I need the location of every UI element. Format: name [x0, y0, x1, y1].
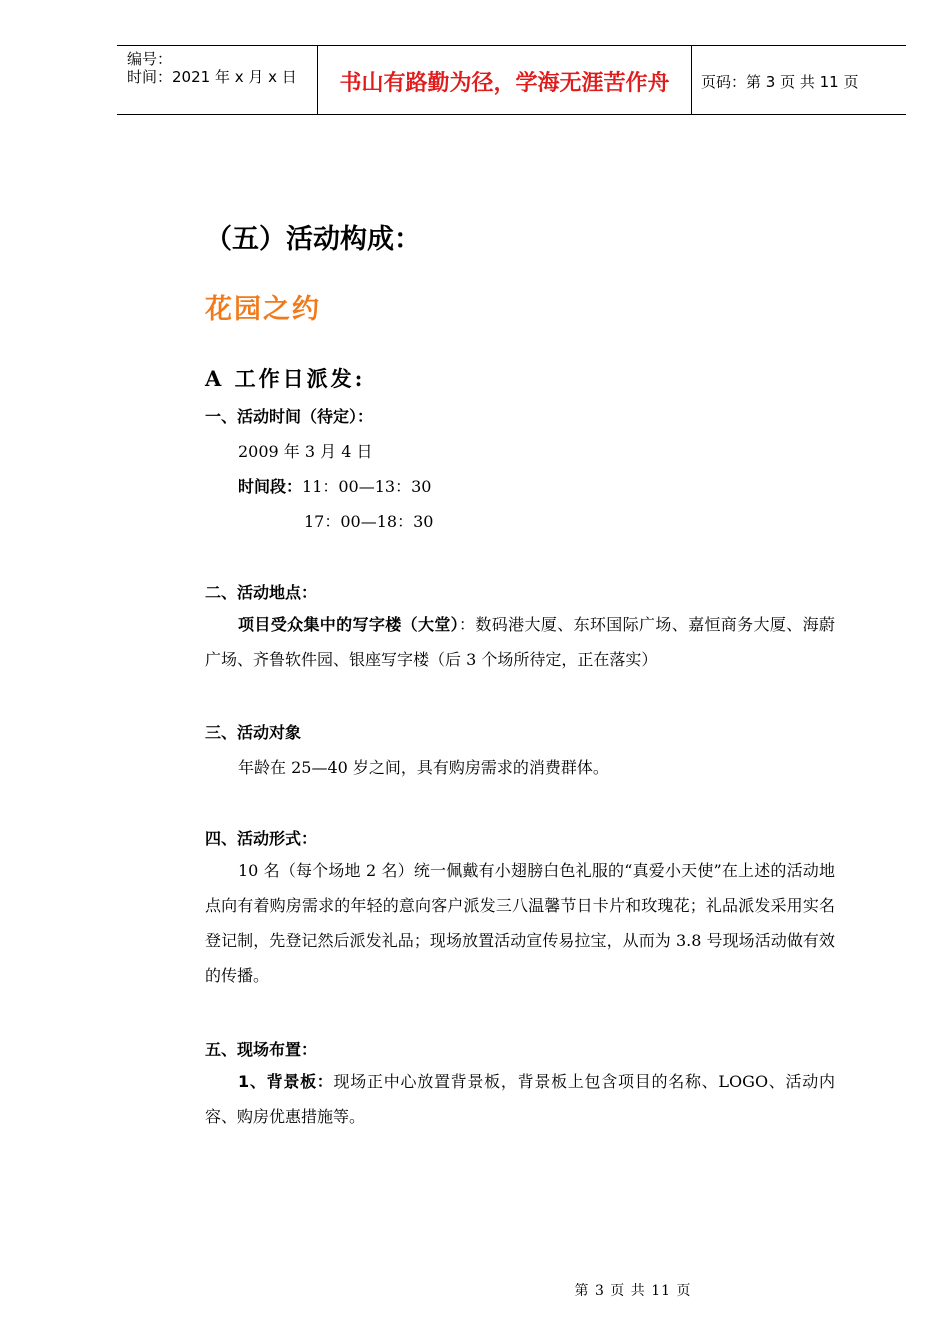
s5-lead: 1、背景板：	[238, 1072, 334, 1091]
s2-paragraph	[205, 607, 835, 677]
header-motto: 书山有路勤为径，学海无涯苦作舟	[339, 71, 670, 96]
s1-period-row	[238, 474, 431, 497]
section-title: （五）活动构成：	[205, 224, 421, 255]
header-right-cell	[691, 46, 906, 114]
header-time: 时间：2021 年 x 月 x 日	[127, 68, 297, 86]
garden-title: 花园之约	[205, 294, 321, 325]
s5-heading: 五、现场布置：	[205, 1040, 318, 1059]
s3-heading: 三、活动对象	[205, 723, 302, 742]
s2-text: ：数码港大厦、东环国际广场、嘉恒商务大厦、海蔚广场、齐鲁软件园、银座写字楼（后 3 个场所待定，正在落实）	[205, 615, 835, 669]
header-center-cell	[317, 46, 692, 114]
subsection-a-title: A 工作日派发:	[205, 366, 366, 391]
s1-period-label: 时间段：	[238, 477, 303, 496]
header-left-cell	[117, 46, 317, 114]
s5-paragraph	[205, 1064, 835, 1134]
s3-text: 年龄在 25—40 岁之间，具有购房需求的消费群体。	[238, 758, 609, 777]
s1-period-2: 17：00—18：30	[304, 512, 434, 531]
s2-heading: 二、活动地点：	[205, 583, 318, 602]
page-footer: 第 3 页 共 11 页	[574, 1283, 692, 1299]
s4-paragraph: 10 名（每个场地 2 名）统一佩戴有小翅膀白色礼服的“真爱小天使”在上述的活动地点向有着购房需求的年轻的意向客户派发三八温馨节日卡片和玫瑰花；礼品派发采用实名登记制，先登记然后派发礼品；现场放置活动宣传易拉宝，从而为 3.8 号现场活动做有效的传播。	[205, 861, 835, 985]
s1-heading: 一、活动时间（待定）：	[205, 407, 374, 426]
header-page-number: 页码：第 3 页 共 11 页	[701, 73, 859, 91]
s2-lead: 项目受众集中的写字楼（大堂）	[238, 615, 460, 634]
s1-date: 2009 年 3 月 4 日	[238, 442, 373, 461]
header-number: 编号：	[127, 50, 173, 68]
s5-text: 现场正中心放置背景板，背景板上包含项目的名称、LOGO、活动内容、购房优惠措施等。	[205, 1072, 835, 1126]
s4-heading: 四、活动形式：	[205, 829, 318, 848]
s1-period-1: 11：00—13：30	[302, 477, 432, 496]
page-header	[117, 45, 906, 115]
